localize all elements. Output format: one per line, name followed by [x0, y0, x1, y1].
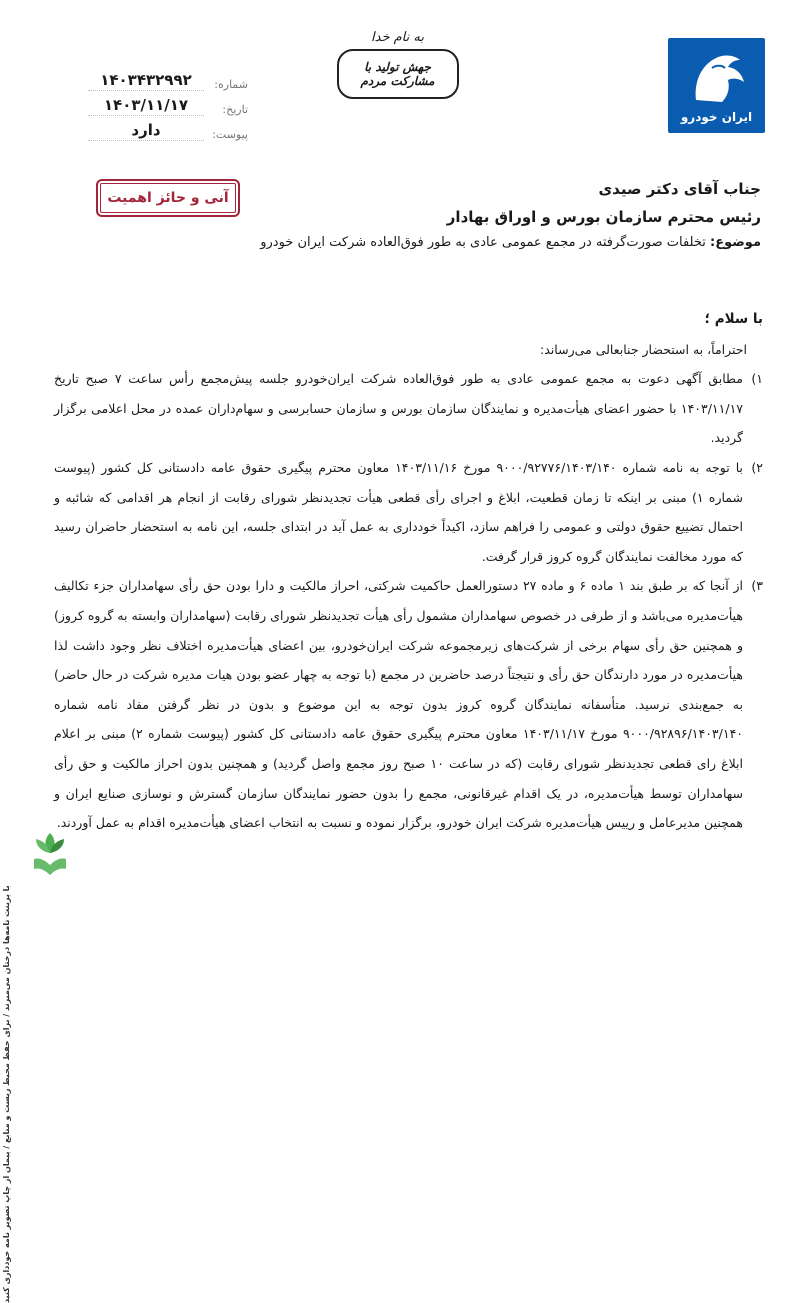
slogan-emblem: جهش تولید با مشارکت مردم: [337, 49, 459, 99]
list-item: [54, 364, 763, 453]
item-number: ۳): [751, 578, 763, 594]
letter-heading: [175, 175, 761, 255]
date-row: [88, 91, 248, 116]
intro-text: احتراماً، به استحضار جنابعالی می‌رساند:: [540, 341, 747, 357]
number-row: [88, 66, 248, 91]
subject-text: تخلفات صورت‌گرفته در مجمع عمومی عادی به طور فوق‌العاده شرکت ایران خودرو: [260, 235, 706, 250]
number-value: ۱۴۰۳۴۳۲۹۹۲: [88, 71, 204, 91]
company-logo: [668, 38, 765, 133]
attachment-label: پیوست:: [212, 128, 248, 141]
addressee-name: جناب آقای دکتر صیدی: [598, 180, 761, 198]
list-item: [54, 453, 763, 571]
item-number: ۲): [751, 459, 763, 475]
letter-body: [54, 305, 763, 838]
item-text: از آنجا که بر طبق بند ۱ ماده ۶ و ماده ۲۷ دستورالعمل حاکمیت شرکتی، احراز مالکیت و دارا بودن حق رأی سهامداران جزء تکالیف هیأت‌مدیره می‌باشد و از طرفی در خصوص سهامداران مشمول رأی هیأت تجدیدنظر شورای رقابت (سهامداران وابسته به گروه کروز) و همچنین حق رأی سهام برخی از شرکت‌های زیرمجموعه شرکت ایران‌خودرو، بین اعضای هیأت‌مدیره اختلاف نظر وجود داشت لذا هیأت‌مدیره در مورد دارندگان حق رأی و نتیجتاً درصد حاضرین در مجمع (با توجه به چهار عضو بودن هیات مدیره شرکت در حال حاضر) به جمع‌بندی نرسید. متأسفانه نمایندگان گروه کروز بدون توجه به این موضوع و بدون در نظر گرفتن مفاد نامه شماره ۹۰۰۰/۹۲۸۹۶/۱۴۰۳/۱۴۰ مورخ ۱۴۰۳/۱۱/۱۷ معاون محترم پیگیری حقوق عامه دادستانی کل کشور (پیوست شماره ۲) مبنی بر اعلام ابلاغ رای قطعی تجدیدنظر شورای رقابت (که در ساعت ۱۰ صبح روز مجمع واصل گردید) و همچنین بدون احراز مالکیت و حق رأی سهامداران توسط هیأت‌مدیره، در یک اقدام غیرقانونی، مجمع را بدون حضور نمایندگان سازمان گسترش و نوسازی صنایع ایران و همچنین مدیرعامل و رییس هیأت‌مدیره شرکت ایران خودرو، برگزار نموده و نسبت به انتخاب اعضای هیأت‌مدیره اقدام به عمل آوردند.: [54, 578, 744, 831]
urgent-stamp: آنی و حائز اهمیت: [96, 179, 240, 217]
greeting: با سلام ؛: [704, 311, 763, 327]
hands-plant-icon: [30, 825, 70, 880]
attachment-value: دارد: [88, 121, 204, 141]
addressee-title: رئیس محترم سازمان بورس و اوراق بهادار: [446, 208, 761, 226]
letterhead-center: [325, 30, 470, 99]
item-number: ۱): [751, 371, 763, 387]
eco-note-text: با پرینت نامه‌ها درختان می‌میرند / برای حفظ محیط زیست و منابع / پیمان از چاپ تصویر نامه خودداری کنید: [2, 885, 11, 1303]
list-item: [54, 571, 763, 837]
letter-meta: [88, 66, 248, 141]
date-label: تاریخ:: [222, 103, 248, 116]
eco-notice: [0, 825, 72, 1303]
item-text: با توجه به نامه شماره ۹۰۰۰/۹۲۷۷۶/۱۴۰۳/۱۴۰ مورخ ۱۴۰۳/۱۱/۱۶ معاون محترم پیگیری حقوق عامه دادستانی کل کشور (پیوست شماره ۱) مبنی بر اینکه تا زمان قطعیت، ابلاغ و اجرای رأی قطعی هیأت تجدیدنظر شورای رقابت از انجام هر اقدامی که شائبه و احتمال تضییع حقوق دولتی و عمومی را فراهم سازد، اکیداً خودداری به عمل آید در ابتدای جلسه، این نامه به استحضار حاضران رسید که مورد مخالفت نمایندگان گروه کروز قرار گرفت.: [54, 459, 743, 564]
bismillah: به نام خدا: [371, 30, 424, 45]
date-value: ۱۴۰۳/۱۱/۱۷: [88, 96, 204, 116]
number-label: شماره:: [214, 78, 248, 91]
item-text: مطابق آگهی دعوت به مجمع عمومی عادی به طور فوق‌العاده شرکت ایران‌خودرو جلسه پیش‌مجمع رأس ساعت ۷ صبح تاریخ ۱۴۰۳/۱۱/۱۷ با حضور اعضای هیأت‌مدیره و نمایندگان سازمان بورس و سازمان حسابرسی و سهام‌داران عمده در محل اعلامی برگزار گردید.: [54, 371, 743, 446]
subject-line: [175, 231, 761, 255]
subject-label: موضوع:: [710, 235, 761, 250]
attachment-row: [88, 116, 248, 141]
horse-head-icon: [668, 38, 765, 116]
logo-text: ایران خودرو: [680, 110, 753, 124]
